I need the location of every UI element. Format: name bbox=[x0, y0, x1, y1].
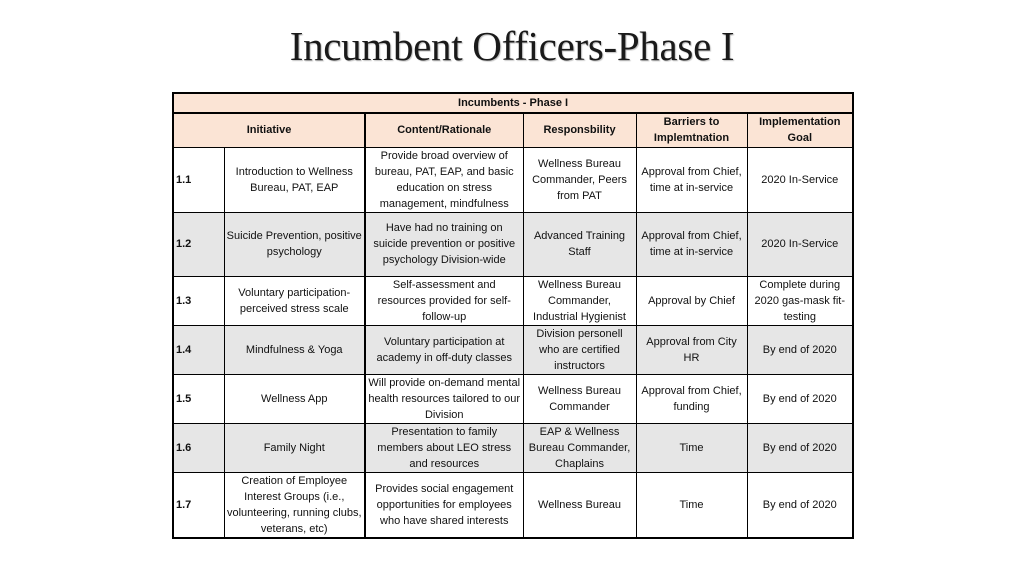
row-barriers: Time bbox=[636, 423, 747, 472]
table-row bbox=[173, 147, 853, 212]
row-content: Will provide on-demand mental health resources tailored to our Division bbox=[365, 374, 523, 423]
row-number: 1.2 bbox=[173, 212, 224, 276]
row-initiative: Family Night bbox=[224, 423, 365, 472]
row-responsibility: Wellness Bureau Commander bbox=[523, 374, 636, 423]
header-content-rationale: Content/Rationale bbox=[365, 113, 523, 147]
slide-title: Incumbent Officers-Phase I bbox=[289, 23, 735, 69]
row-number: 1.6 bbox=[173, 423, 224, 472]
table-row bbox=[173, 423, 853, 472]
row-number: 1.7 bbox=[173, 472, 224, 538]
row-goal: 2020 In-Service bbox=[747, 212, 853, 276]
row-goal: By end of 2020 bbox=[747, 472, 853, 538]
row-content: Self-assessment and resources provided for self-follow-up bbox=[365, 276, 523, 325]
row-content: Voluntary participation at academy in off-duty classes bbox=[365, 325, 523, 374]
row-goal: By end of 2020 bbox=[747, 374, 853, 423]
row-responsibility: Wellness Bureau bbox=[523, 472, 636, 538]
row-initiative: Suicide Prevention, positive psychology bbox=[224, 212, 365, 276]
row-initiative: Wellness App bbox=[224, 374, 365, 423]
row-initiative: Introduction to Wellness Bureau, PAT, EAP bbox=[224, 147, 365, 212]
row-initiative: Creation of Employee Interest Groups (i.e., volunteering, running clubs, veterans, etc) bbox=[224, 472, 365, 538]
row-goal: Complete during 2020 gas-mask fit-testing bbox=[747, 276, 853, 325]
row-barriers: Approval from City HR bbox=[636, 325, 747, 374]
header-implementation-goal: Implementation Goal bbox=[747, 113, 853, 147]
row-number: 1.1 bbox=[173, 147, 224, 212]
header-barriers: Barriers to Implemtnation bbox=[636, 113, 747, 147]
table-row bbox=[173, 212, 853, 276]
header-initiative: Initiative bbox=[173, 113, 365, 147]
table-row bbox=[173, 325, 853, 374]
row-content: Provide broad overview of bureau, PAT, EAP, and basic education on stress management, mindfulness bbox=[365, 147, 523, 212]
row-responsibility: Advanced Training Staff bbox=[523, 212, 636, 276]
row-number: 1.3 bbox=[173, 276, 224, 325]
row-responsibility: Division personell who are certified instructors bbox=[523, 325, 636, 374]
table-banner-row bbox=[173, 93, 853, 113]
row-goal: By end of 2020 bbox=[747, 325, 853, 374]
table-row bbox=[173, 276, 853, 325]
row-number: 1.5 bbox=[173, 374, 224, 423]
table-banner: Incumbents - Phase I bbox=[173, 93, 853, 113]
incumbents-phase-table bbox=[172, 92, 854, 539]
row-initiative: Voluntary participation- perceived stress scale bbox=[224, 276, 365, 325]
row-content: Have had no training on suicide prevention or positive psychology Division-wide bbox=[365, 212, 523, 276]
row-responsibility: Wellness Bureau Commander, Peers from PAT bbox=[523, 147, 636, 212]
table-row bbox=[173, 472, 853, 538]
row-barriers: Approval from Chief, time at in-service bbox=[636, 147, 747, 212]
row-goal: By end of 2020 bbox=[747, 423, 853, 472]
row-barriers: Approval from Chief, funding bbox=[636, 374, 747, 423]
table-header-row bbox=[173, 113, 853, 147]
row-content: Presentation to family members about LEO stress and resources bbox=[365, 423, 523, 472]
row-responsibility: Wellness Bureau Commander, Industrial Hygienist bbox=[523, 276, 636, 325]
row-barriers: Approval from Chief, time at in-service bbox=[636, 212, 747, 276]
row-barriers: Time bbox=[636, 472, 747, 538]
header-responsibility: Responsbility bbox=[523, 113, 636, 147]
row-barriers: Approval by Chief bbox=[636, 276, 747, 325]
row-responsibility: EAP & Wellness Bureau Commander, Chaplains bbox=[523, 423, 636, 472]
row-content: Provides social engagement opportunities for employees who have shared interests bbox=[365, 472, 523, 538]
row-goal: 2020 In-Service bbox=[747, 147, 853, 212]
row-initiative: Mindfulness & Yoga bbox=[224, 325, 365, 374]
row-number: 1.4 bbox=[173, 325, 224, 374]
table-row bbox=[173, 374, 853, 423]
